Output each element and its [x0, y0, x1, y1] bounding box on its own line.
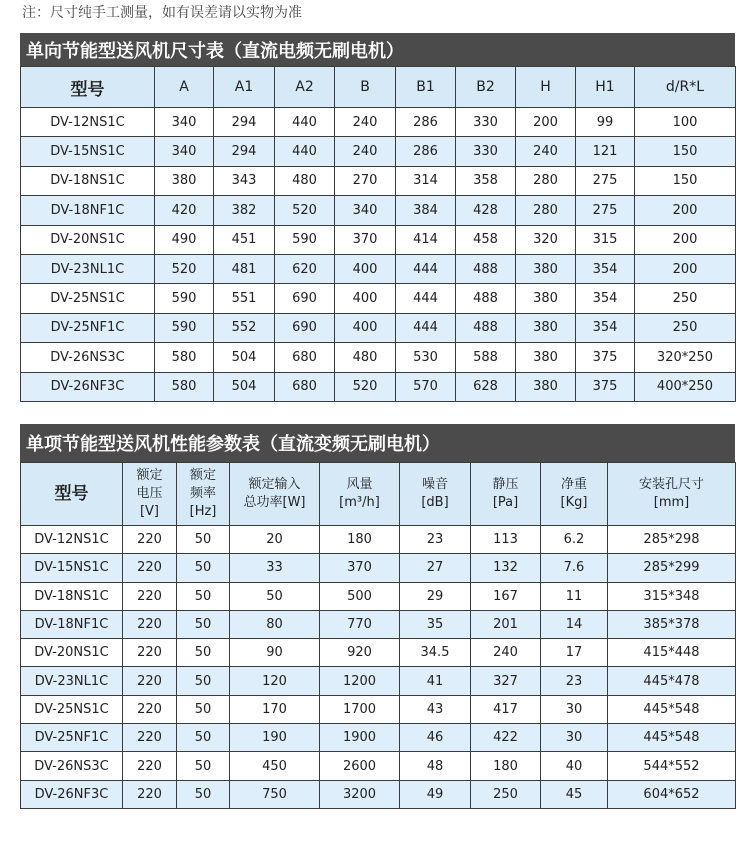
model-cell: DV-12NS1C	[21, 108, 155, 137]
table-cell: 445*478	[608, 667, 736, 695]
table-cell: 417	[471, 695, 541, 723]
model-cell: DV-18NS1C	[21, 582, 123, 610]
table-row	[21, 667, 736, 695]
table-cell: 275	[576, 166, 635, 195]
table-row	[21, 108, 736, 137]
table-cell: 552	[214, 313, 275, 342]
column-header	[471, 463, 541, 526]
table-cell: 358	[456, 166, 516, 195]
table-cell: 50	[177, 526, 230, 554]
table-cell: 380	[516, 372, 576, 401]
table-cell: 200	[635, 196, 736, 225]
table-cell: 33	[230, 554, 320, 582]
table-cell: 50	[177, 724, 230, 752]
header-line: 型号	[54, 484, 89, 504]
column-header: d/R*L	[635, 67, 736, 108]
table-cell: 23	[541, 667, 608, 695]
table-cell: 150	[635, 166, 736, 195]
column-header	[400, 463, 471, 526]
table-cell: 444	[396, 254, 456, 283]
table-cell: 280	[516, 166, 576, 195]
table-cell: 370	[320, 554, 400, 582]
table-cell: 280	[516, 196, 576, 225]
column-header: 型号	[21, 67, 155, 108]
table-cell: 375	[576, 372, 635, 401]
table-cell: 180	[320, 526, 400, 554]
dimensions-header-row	[21, 67, 736, 108]
table-cell: 343	[214, 166, 275, 195]
table-cell: 220	[123, 752, 177, 780]
dimensions-table	[20, 66, 736, 402]
table-cell: 270	[335, 166, 396, 195]
header-line: 额定输入	[248, 477, 301, 492]
table-cell: 220	[123, 610, 177, 638]
table-cell: 49	[400, 780, 471, 808]
table-cell: 285*299	[608, 554, 736, 582]
header-line: 电压	[136, 486, 163, 501]
table-cell: 590	[275, 225, 335, 254]
table-cell: 400	[335, 254, 396, 283]
table-cell: 220	[123, 582, 177, 610]
table-cell: 45	[541, 780, 608, 808]
header-line: 净重	[560, 477, 587, 492]
table-cell: 530	[396, 343, 456, 372]
table-cell: 490	[155, 225, 214, 254]
table-cell: 43	[400, 695, 471, 723]
column-header: A1	[214, 67, 275, 108]
table-cell: 590	[155, 313, 214, 342]
model-cell: DV-25NF1C	[21, 313, 155, 342]
table-cell: 30	[541, 695, 608, 723]
table-cell: 240	[471, 639, 541, 667]
table-cell: 400*250	[635, 372, 736, 401]
model-cell: DV-18NS1C	[21, 166, 155, 195]
table-cell: 294	[214, 108, 275, 137]
model-cell: DV-26NF3C	[21, 780, 123, 808]
table-row	[21, 582, 736, 610]
header-line: [m³/h]	[339, 495, 380, 510]
table-cell: 14	[541, 610, 608, 638]
table-cell: 100	[635, 108, 736, 137]
table-cell: 1900	[320, 724, 400, 752]
table-cell: 48	[400, 752, 471, 780]
model-cell: DV-23NL1C	[21, 254, 155, 283]
table-cell: 330	[456, 108, 516, 137]
table-cell: 380	[155, 166, 214, 195]
model-cell: DV-15NS1C	[21, 137, 155, 166]
table-cell: 113	[471, 526, 541, 554]
table-row	[21, 343, 736, 372]
performance-header-row	[21, 463, 736, 526]
performance-table-title: 单项节能型送风机性能参数表（直流变频无刷电机）	[20, 424, 735, 462]
column-header	[21, 463, 123, 526]
table-cell: 480	[275, 166, 335, 195]
table-cell: 80	[230, 610, 320, 638]
table-cell: 50	[177, 667, 230, 695]
table-cell: 180	[471, 752, 541, 780]
performance-table	[20, 462, 736, 809]
model-cell: DV-23NL1C	[21, 667, 123, 695]
table-cell: 385*378	[608, 610, 736, 638]
table-cell: 41	[400, 667, 471, 695]
dimensions-table-title: 单向节能型送风机尺寸表（直流电频无刷电机）	[20, 33, 735, 66]
table-cell: 50	[177, 582, 230, 610]
table-cell: 504	[214, 343, 275, 372]
table-cell: 354	[576, 313, 635, 342]
header-line: [Pa]	[492, 495, 519, 510]
model-cell: DV-18NF1C	[21, 196, 155, 225]
table-cell: 17	[541, 639, 608, 667]
table-cell: 23	[400, 526, 471, 554]
table-cell: 604*652	[608, 780, 736, 808]
table-cell: 220	[123, 667, 177, 695]
table-cell: 400	[335, 313, 396, 342]
table-cell: 588	[456, 343, 516, 372]
table-row	[21, 372, 736, 401]
table-cell: 420	[155, 196, 214, 225]
table-cell: 444	[396, 313, 456, 342]
model-cell: DV-26NF3C	[21, 372, 155, 401]
table-cell: 220	[123, 780, 177, 808]
header-line: 风量	[346, 477, 373, 492]
table-cell: 340	[335, 196, 396, 225]
table-cell: 380	[516, 254, 576, 283]
table-cell: 444	[396, 284, 456, 313]
table-cell: 920	[320, 639, 400, 667]
model-cell: DV-15NS1C	[21, 554, 123, 582]
column-header: B	[335, 67, 396, 108]
table-row	[21, 780, 736, 808]
table-cell: 11	[541, 582, 608, 610]
table-cell: 488	[456, 284, 516, 313]
table-cell: 50	[177, 752, 230, 780]
table-cell: 520	[335, 372, 396, 401]
table-cell: 294	[214, 137, 275, 166]
header-line: 静压	[492, 477, 519, 492]
table-cell: 330	[456, 137, 516, 166]
table-cell: 520	[275, 196, 335, 225]
table-cell: 544*552	[608, 752, 736, 780]
table-cell: 440	[275, 108, 335, 137]
table-cell: 286	[396, 137, 456, 166]
table-cell: 400	[335, 284, 396, 313]
table-cell: 480	[335, 343, 396, 372]
model-cell: DV-25NS1C	[21, 284, 155, 313]
table-cell: 50	[177, 780, 230, 808]
table-cell: 167	[471, 582, 541, 610]
table-cell: 240	[516, 137, 576, 166]
table-cell: 200	[635, 225, 736, 254]
table-cell: 580	[155, 372, 214, 401]
table-cell: 27	[400, 554, 471, 582]
model-cell: DV-12NS1C	[21, 526, 123, 554]
table-cell: 150	[635, 137, 736, 166]
table-cell: 520	[155, 254, 214, 283]
table-cell: 450	[230, 752, 320, 780]
table-row	[21, 196, 736, 225]
table-cell: 340	[155, 108, 214, 137]
table-cell: 415*448	[608, 639, 736, 667]
table-cell: 320*250	[635, 343, 736, 372]
table-cell: 50	[177, 610, 230, 638]
table-cell: 315	[576, 225, 635, 254]
header-line: 噪音	[421, 477, 448, 492]
column-header: A	[155, 67, 214, 108]
table-row	[21, 225, 736, 254]
table-cell: 220	[123, 639, 177, 667]
table-cell: 220	[123, 695, 177, 723]
table-cell: 458	[456, 225, 516, 254]
table-cell: 445*548	[608, 695, 736, 723]
table-cell: 620	[275, 254, 335, 283]
table-cell: 286	[396, 108, 456, 137]
header-line: 频率	[189, 486, 216, 501]
table-cell: 680	[275, 372, 335, 401]
table-cell: 504	[214, 372, 275, 401]
measurement-note: 注：尺寸纯手工测量，如有误差请以实物为准	[22, 5, 302, 21]
table-row	[21, 284, 736, 313]
header-line: [Kg]	[560, 495, 588, 510]
table-cell: 121	[576, 137, 635, 166]
table-cell: 40	[541, 752, 608, 780]
table-cell: 414	[396, 225, 456, 254]
table-cell: 170	[230, 695, 320, 723]
performance-section	[20, 424, 735, 809]
model-cell: DV-18NF1C	[21, 610, 123, 638]
dimensions-section	[20, 33, 735, 402]
column-header	[230, 463, 320, 526]
table-cell: 46	[400, 724, 471, 752]
table-cell: 380	[516, 343, 576, 372]
table-cell: 690	[275, 284, 335, 313]
table-cell: 750	[230, 780, 320, 808]
table-cell: 120	[230, 667, 320, 695]
table-cell: 201	[471, 610, 541, 638]
table-cell: 275	[576, 196, 635, 225]
table-cell: 488	[456, 313, 516, 342]
table-cell: 2600	[320, 752, 400, 780]
model-cell: DV-25NF1C	[21, 724, 123, 752]
table-cell: 220	[123, 526, 177, 554]
table-cell: 500	[320, 582, 400, 610]
model-cell: DV-26NS3C	[21, 752, 123, 780]
table-cell: 382	[214, 196, 275, 225]
table-cell: 250	[471, 780, 541, 808]
column-header	[320, 463, 400, 526]
table-cell: 250	[635, 313, 736, 342]
table-cell: 380	[516, 284, 576, 313]
table-cell: 488	[456, 254, 516, 283]
table-cell: 315*348	[608, 582, 736, 610]
table-cell: 354	[576, 254, 635, 283]
header-line: [dB]	[421, 495, 449, 510]
table-cell: 314	[396, 166, 456, 195]
table-cell: 35	[400, 610, 471, 638]
header-line: 安装孔尺寸	[638, 477, 704, 492]
table-cell: 7.6	[541, 554, 608, 582]
table-cell: 50	[177, 639, 230, 667]
table-cell: 50	[177, 554, 230, 582]
table-cell: 90	[230, 639, 320, 667]
table-cell: 440	[275, 137, 335, 166]
header-line: [Hz]	[189, 504, 217, 519]
table-cell: 1700	[320, 695, 400, 723]
table-cell: 20	[230, 526, 320, 554]
table-cell: 50	[230, 582, 320, 610]
table-cell: 50	[177, 695, 230, 723]
table-cell: 590	[155, 284, 214, 313]
table-cell: 200	[635, 254, 736, 283]
column-header: H	[516, 67, 576, 108]
table-cell: 422	[471, 724, 541, 752]
table-cell: 320	[516, 225, 576, 254]
header-line: 额定	[189, 468, 216, 483]
table-cell: 445*548	[608, 724, 736, 752]
table-cell: 132	[471, 554, 541, 582]
table-cell: 220	[123, 724, 177, 752]
table-cell: 34.5	[400, 639, 471, 667]
table-row	[21, 695, 736, 723]
header-line: 总功率[W]	[243, 495, 306, 510]
table-row	[21, 639, 736, 667]
table-row	[21, 752, 736, 780]
column-header	[541, 463, 608, 526]
table-cell: 380	[516, 313, 576, 342]
table-cell: 370	[335, 225, 396, 254]
table-cell: 375	[576, 343, 635, 372]
table-cell: 29	[400, 582, 471, 610]
table-cell: 250	[635, 284, 736, 313]
column-header	[608, 463, 736, 526]
table-cell: 30	[541, 724, 608, 752]
table-cell: 6.2	[541, 526, 608, 554]
header-line: [V]	[139, 504, 160, 519]
table-cell: 690	[275, 313, 335, 342]
table-cell: 451	[214, 225, 275, 254]
table-cell: 551	[214, 284, 275, 313]
table-row	[21, 610, 736, 638]
table-cell: 680	[275, 343, 335, 372]
table-cell: 384	[396, 196, 456, 225]
table-cell: 770	[320, 610, 400, 638]
table-row	[21, 137, 736, 166]
table-cell: 628	[456, 372, 516, 401]
table-cell: 220	[123, 554, 177, 582]
table-row	[21, 254, 736, 283]
table-row	[21, 554, 736, 582]
table-cell: 190	[230, 724, 320, 752]
table-cell: 327	[471, 667, 541, 695]
table-cell: 570	[396, 372, 456, 401]
table-cell: 481	[214, 254, 275, 283]
table-row	[21, 166, 736, 195]
table-cell: 340	[155, 137, 214, 166]
table-cell: 354	[576, 284, 635, 313]
table-cell: 240	[335, 137, 396, 166]
table-cell: 200	[516, 108, 576, 137]
header-line: 额定	[136, 468, 163, 483]
column-header: B1	[396, 67, 456, 108]
table-cell: 3200	[320, 780, 400, 808]
table-cell: 99	[576, 108, 635, 137]
table-cell: 580	[155, 343, 214, 372]
column-header: A2	[275, 67, 335, 108]
table-cell: 1200	[320, 667, 400, 695]
table-cell: 240	[335, 108, 396, 137]
column-header	[177, 463, 230, 526]
header-line: [mm]	[653, 495, 690, 510]
table-cell: 285*298	[608, 526, 736, 554]
column-header: H1	[576, 67, 635, 108]
column-header	[123, 463, 177, 526]
table-row	[21, 724, 736, 752]
model-cell: DV-26NS3C	[21, 343, 155, 372]
model-cell: DV-20NS1C	[21, 225, 155, 254]
column-header: B2	[456, 67, 516, 108]
model-cell: DV-25NS1C	[21, 695, 123, 723]
model-cell: DV-20NS1C	[21, 639, 123, 667]
table-row	[21, 526, 736, 554]
table-row	[21, 313, 736, 342]
table-cell: 428	[456, 196, 516, 225]
